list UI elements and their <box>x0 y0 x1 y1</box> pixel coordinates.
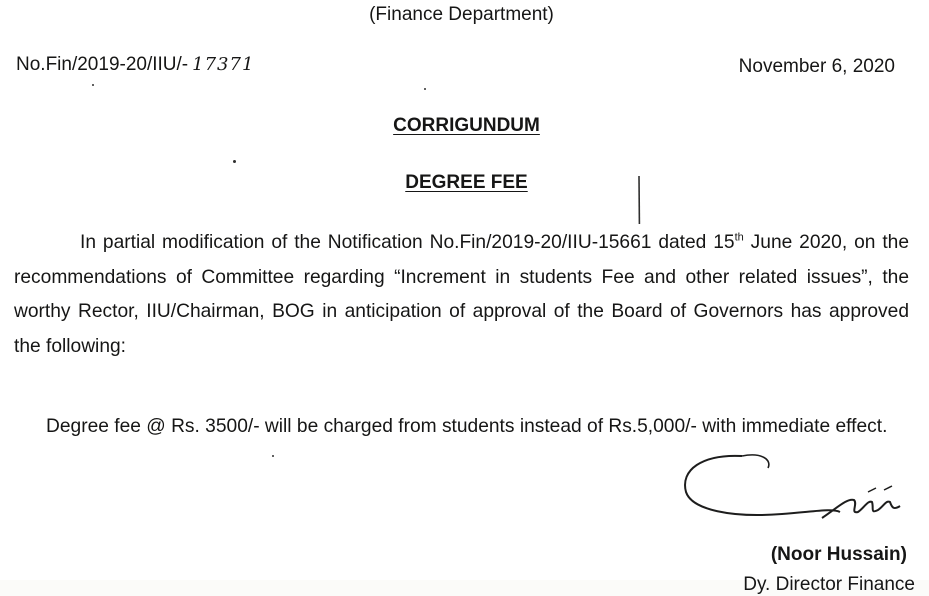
scan-speck <box>233 160 236 163</box>
reference-number <box>16 54 254 76</box>
document-title: CORRIGUNDUM <box>0 115 929 137</box>
signatory-name: (Noor Hussain) <box>771 544 907 566</box>
department-line: (Finance Department) <box>0 4 929 26</box>
signatory-designation: Dy. Director Finance <box>743 574 915 596</box>
paragraph1-text-b: June 2020, on the recommendations of Committee regarding “Increment in students Fee and other related issues”, the worthy Rector, IIU/Chairman, BOG in anticipation of approval of the Board of Governors has approved the following: <box>14 232 909 357</box>
paragraph1-text-a: In partial modification of the Notification No.Fin/2019-20/IIU-15661 dated 15 <box>80 232 735 253</box>
body-paragraph-2: Degree fee @ Rs. 3500/- will be charged from students instead of Rs.5,000/- with immediate effect. <box>46 413 910 440</box>
reference-handwritten-number: 17371 <box>192 54 254 75</box>
scan-speck <box>424 88 426 90</box>
scan-speck <box>272 455 274 457</box>
document-subject: DEGREE FEE <box>0 172 929 194</box>
reference-prefix: No.Fin/2019-20/IIU/- <box>16 54 188 75</box>
pen-mark-decoration <box>636 176 642 226</box>
paragraph1-superscript: th <box>735 232 744 244</box>
handwritten-signature <box>672 448 912 538</box>
scan-speck <box>92 84 94 86</box>
document-date: November 6, 2020 <box>739 56 895 78</box>
body-paragraph-1 <box>14 226 909 364</box>
